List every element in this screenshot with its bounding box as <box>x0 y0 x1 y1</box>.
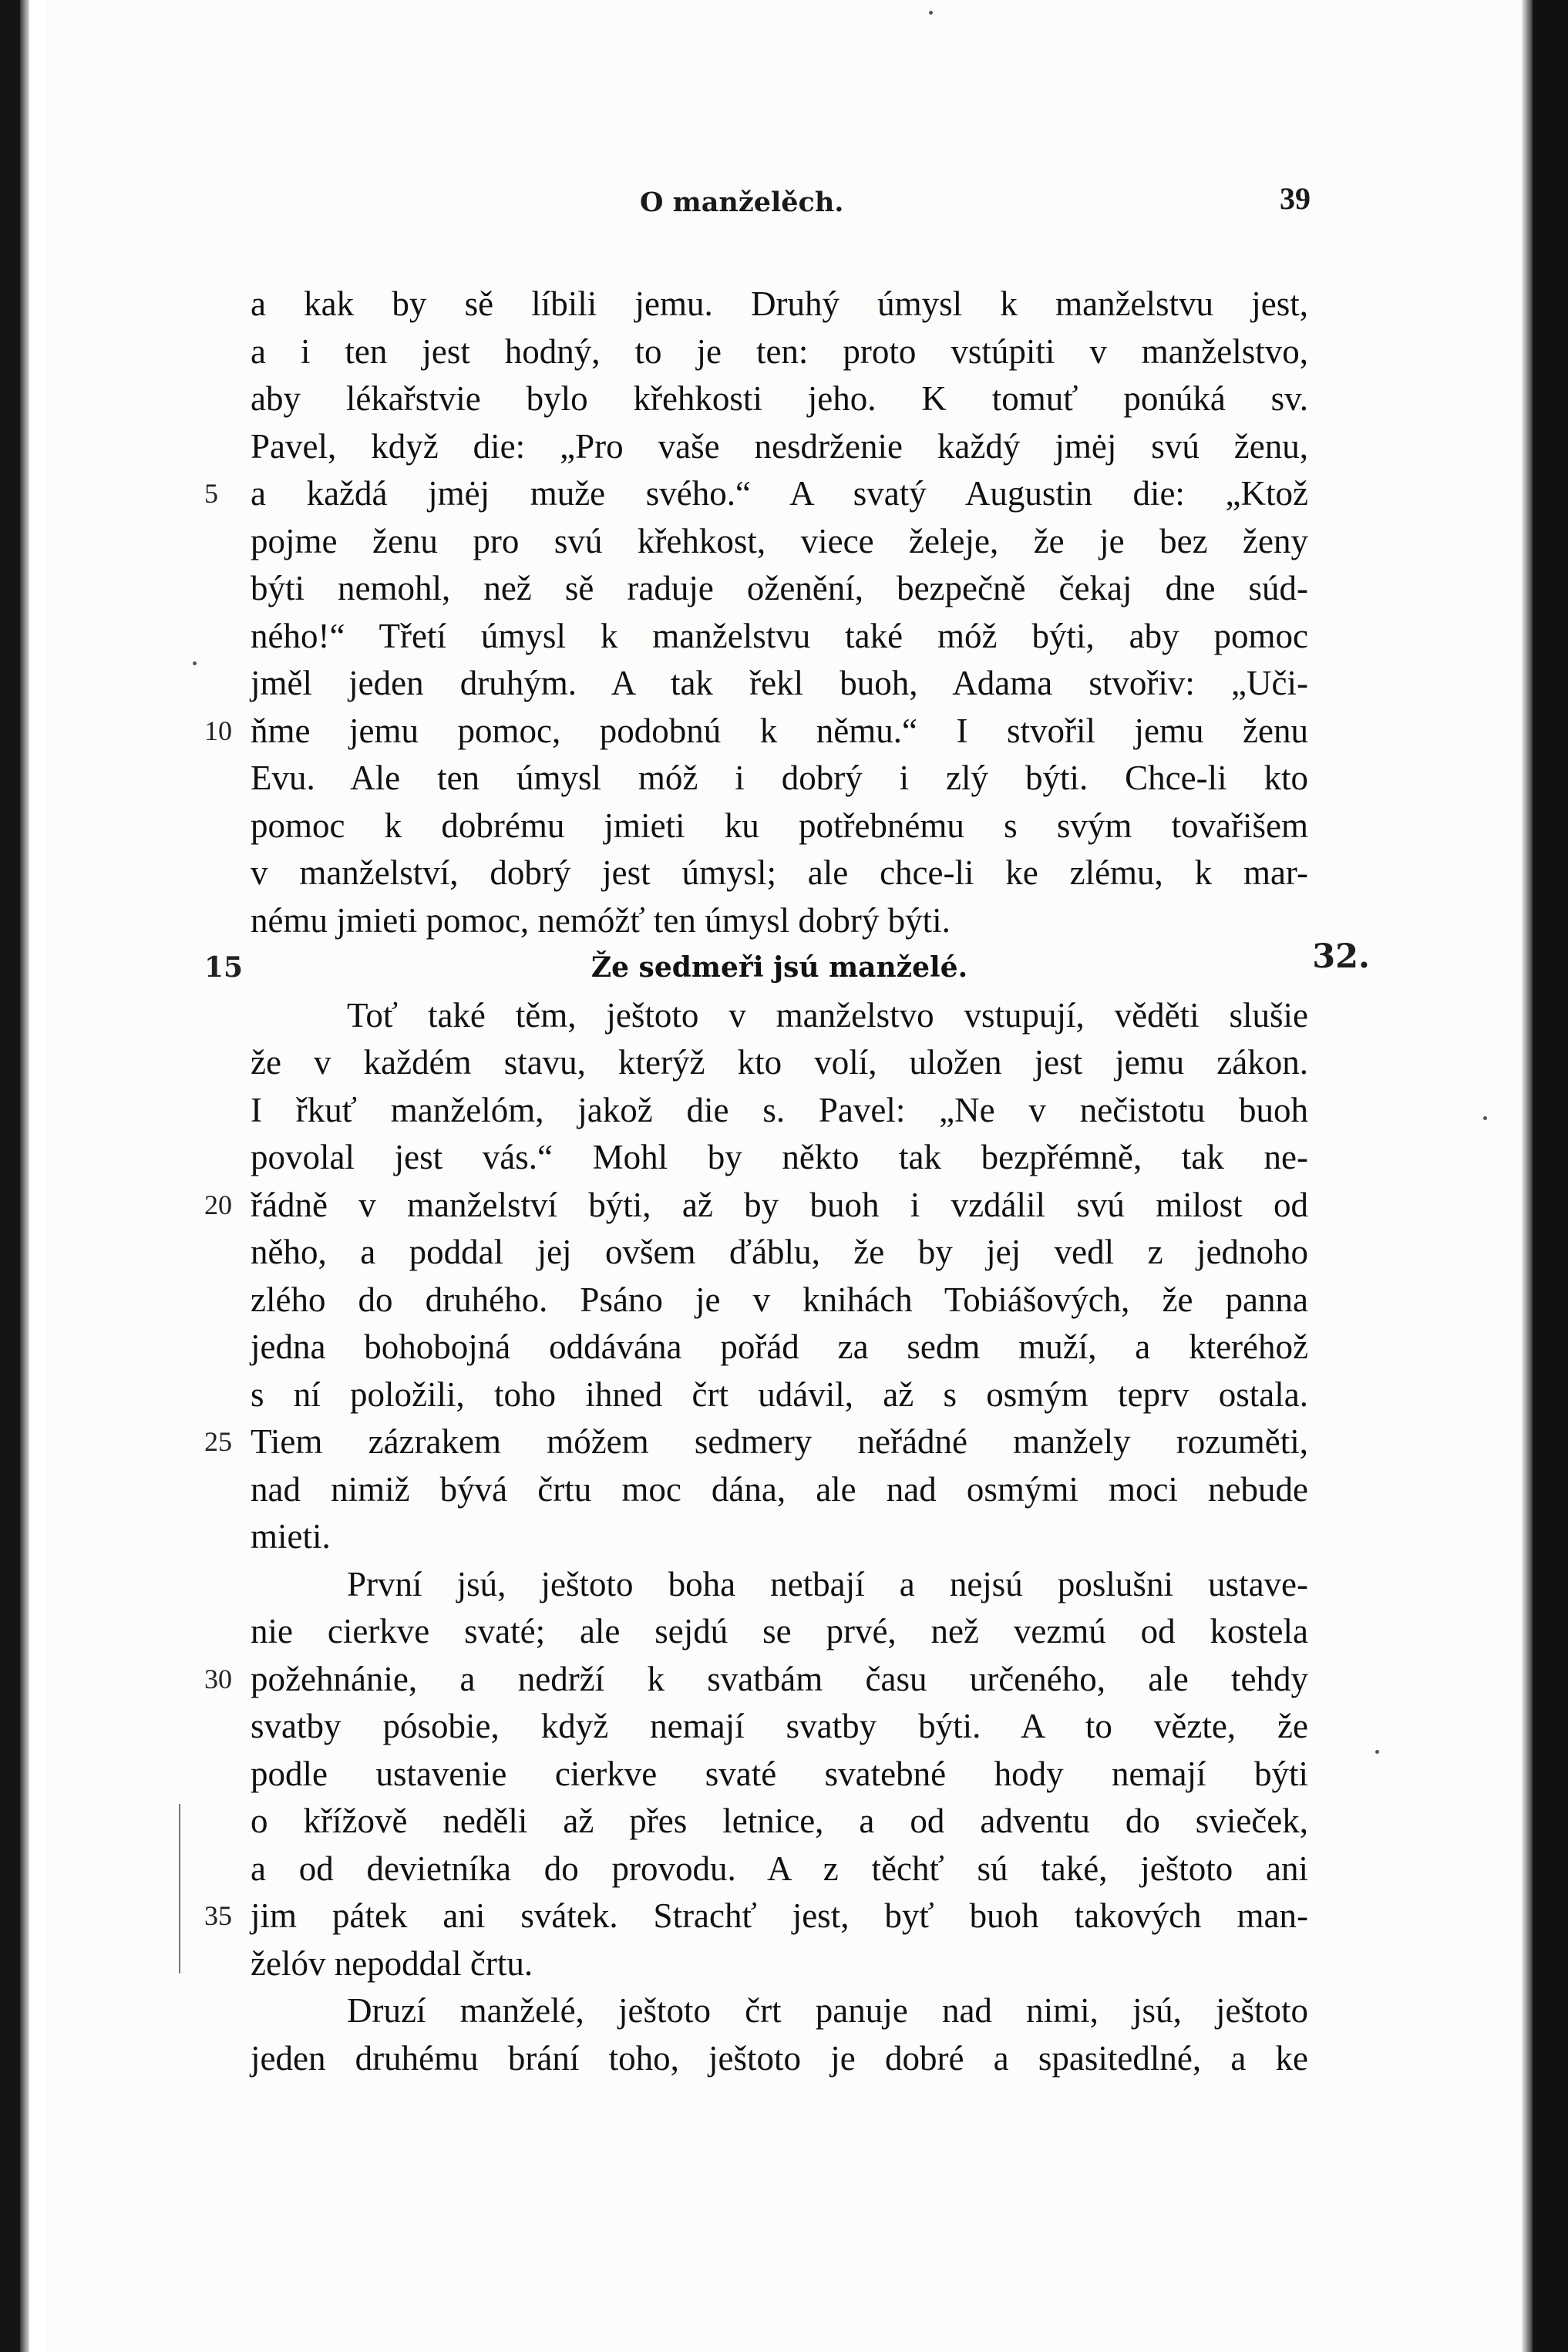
line-text: I řkuť manželóm, jakož die s. Pavel: „Ne v nečistotu buoh <box>251 1090 1308 1129</box>
text-line <box>251 1039 1308 1087</box>
text-line <box>251 1703 1308 1751</box>
page-number: 39 <box>1280 181 1311 216</box>
text-line <box>251 660 1308 708</box>
text-line <box>251 2035 1308 2083</box>
text-line <box>251 613 1308 661</box>
scan-shadow-right <box>1522 0 1533 2352</box>
text-line <box>251 1608 1308 1656</box>
text-line <box>204 1418 1308 1466</box>
line-text: Toť také těm, ještoto v manželstvo vstupují, věděti slušie <box>347 995 1308 1035</box>
scan-speck <box>193 661 197 665</box>
margin-section-number: 32. <box>1312 937 1370 976</box>
text-line <box>251 565 1308 613</box>
line-text: nému jmieti pomoc, nemóžť ten úmysl dobrý býti. <box>251 900 951 940</box>
line-text: První jsú, ještoto boha netbají a nejsú poslušni ustave- <box>347 1564 1308 1603</box>
text-line <box>204 708 1308 755</box>
text-line <box>251 850 1308 897</box>
text-line <box>251 992 1308 1040</box>
running-head <box>247 181 1311 233</box>
line-text: pojme ženu pro svú křehkost, viece želeje, že je bez ženy <box>251 521 1308 560</box>
line-text: jedna bohobojná oddávána pořád za sedm muží, a kteréhož <box>251 1327 1308 1366</box>
line-text: s ní položili, toho ihned črt udávil, až s osmým teprv ostala. <box>251 1375 1308 1414</box>
line-text: v manželství, dobrý jest úmysl; ale chce-li ke zlému, k mar- <box>251 853 1308 892</box>
line-number: 10 <box>204 715 232 746</box>
text-line <box>251 755 1308 803</box>
line-text: jměl jeden druhým. A tak řekl buoh, Adama stvořiv: „Uči- <box>251 664 1308 702</box>
text-line <box>204 1182 1308 1230</box>
section-heading <box>204 937 1370 992</box>
section-heading-text: Že sedmeři jsú manželé. <box>591 951 968 984</box>
line-text: a i ten jest hodný, to je ten: proto vstúpiti v manželstvo, <box>251 331 1308 371</box>
text-line <box>251 1087 1308 1135</box>
text-line <box>251 1940 1308 1988</box>
line-text: želóv nepoddal črtu. <box>251 1943 533 1983</box>
line-text: Pavel, když die: „Pro vaše nesdrženie každý jmėj svú ženu, <box>251 426 1308 466</box>
text-line <box>251 1987 1308 2035</box>
line-text: aby lékařstvie bylo křehkosti jeho. K tomuť ponúká sv. <box>251 379 1308 418</box>
text-line <box>251 897 1308 945</box>
text-line <box>251 803 1308 850</box>
body-text <box>204 281 1370 2082</box>
line-text: povolal jest vás.“ Mohl by někto tak bezpřémně, tak ne- <box>251 1138 1308 1176</box>
text-line <box>251 375 1308 423</box>
text-line <box>251 1229 1308 1277</box>
line-number: 35 <box>204 1900 232 1931</box>
line-text: Druzí manželé, ještoto črt panuje nad nimi, jsú, ještoto <box>347 1991 1308 2030</box>
gutter-mark <box>179 1804 180 1973</box>
line-text: mieti. <box>251 1517 331 1556</box>
line-text: o křížově neděli až přes letnice, a od adventu do svieček, <box>251 1802 1308 1840</box>
scan-shadow-left <box>20 0 29 2352</box>
line-number: 30 <box>204 1663 232 1694</box>
line-number: 25 <box>204 1426 232 1457</box>
line-text: Tiem zázrakem móžem sedmery neřádné manžely rozuměti, <box>251 1422 1308 1461</box>
text-line <box>251 1277 1308 1324</box>
text-line <box>251 1324 1308 1371</box>
text-line <box>251 1751 1308 1798</box>
scan-speck <box>929 11 933 15</box>
text-line <box>251 1134 1308 1182</box>
line-text: ňme jemu pomoc, podobnú k němu.“ I stvořil jemu ženu <box>251 711 1308 750</box>
line-text: a od devietníka do provodu. A z těchť sú také, ještoto ani <box>251 1849 1308 1888</box>
scan-speck <box>1375 1750 1379 1754</box>
text-line <box>204 470 1308 518</box>
line-text: a kak by sě líbili jemu. Druhý úmysl k manželstvu jest, <box>251 284 1308 323</box>
line-text: řádně v manželství býti, až by buoh i vzdálil svú milost od <box>251 1185 1308 1224</box>
text-line <box>251 1513 1308 1561</box>
line-text: svatby pósobie, když nemají svatby býti. A to vězte, že <box>251 1707 1308 1745</box>
line-text: jim pátek ani svátek. Strachť jest, byť buoh takových man- <box>251 1896 1308 1935</box>
running-head-title: O manželěch. <box>640 187 844 218</box>
text-line <box>251 1561 1308 1609</box>
line-text: nad nimiž bývá črtu moc dána, ale nad osmými moci nebude <box>251 1469 1308 1509</box>
line-text: býti nemohl, než sě raduje oženění, bezpečně čekaj dne súd- <box>251 569 1308 607</box>
line-number: 15 <box>204 951 244 984</box>
line-number: 5 <box>204 478 218 509</box>
line-number: 20 <box>204 1189 232 1220</box>
line-text: požehnánie, a nedrží k svatbám času určeného, ale tehdy <box>251 1659 1308 1698</box>
text-line <box>251 1846 1308 1893</box>
text-line <box>251 1466 1308 1514</box>
line-text: že v každém stavu, kterýž kto volí, uložen jest jemu zákon. <box>251 1043 1308 1082</box>
line-text: ného!“ Třetí úmysl k manželstvu také móž býti, aby pomoc <box>251 616 1308 655</box>
text-line <box>251 423 1308 471</box>
text-line <box>251 1798 1308 1846</box>
line-text: podle ustavenie cierkve svaté svatebné hody nemají býti <box>251 1754 1308 1793</box>
line-text: a každá jmėj muže svého.“ A svatý Augustin die: „Ktož <box>251 474 1308 513</box>
line-text: jeden druhému brání toho, ještoto je dobré a spasitedlné, a ke <box>251 2038 1308 2078</box>
line-text: zlého do druhého. Psáno je v knihách Tobiášových, že panna <box>251 1280 1308 1319</box>
text-line <box>204 1656 1308 1704</box>
scan-speck <box>1483 1116 1487 1120</box>
scan-border-left <box>0 0 20 2352</box>
line-text: něho, a poddal jej ovšem ďáblu, že by jej vedl z jednoho <box>251 1233 1308 1271</box>
text-line <box>251 518 1308 566</box>
line-text: nie cierkve svaté; ale sejdú se prvé, než vezmú od kostela <box>251 1612 1308 1650</box>
scan-border-right <box>1533 0 1568 2352</box>
text-line <box>251 281 1308 328</box>
text-line <box>204 1893 1308 1940</box>
line-text: pomoc k dobrému jmieti ku potřebnému s svým tovařišem <box>251 806 1308 845</box>
text-line <box>251 328 1308 376</box>
line-text: Evu. Ale ten úmysl móž i dobrý i zlý býti. Chce-li kto <box>251 759 1308 797</box>
text-line <box>251 1371 1308 1419</box>
